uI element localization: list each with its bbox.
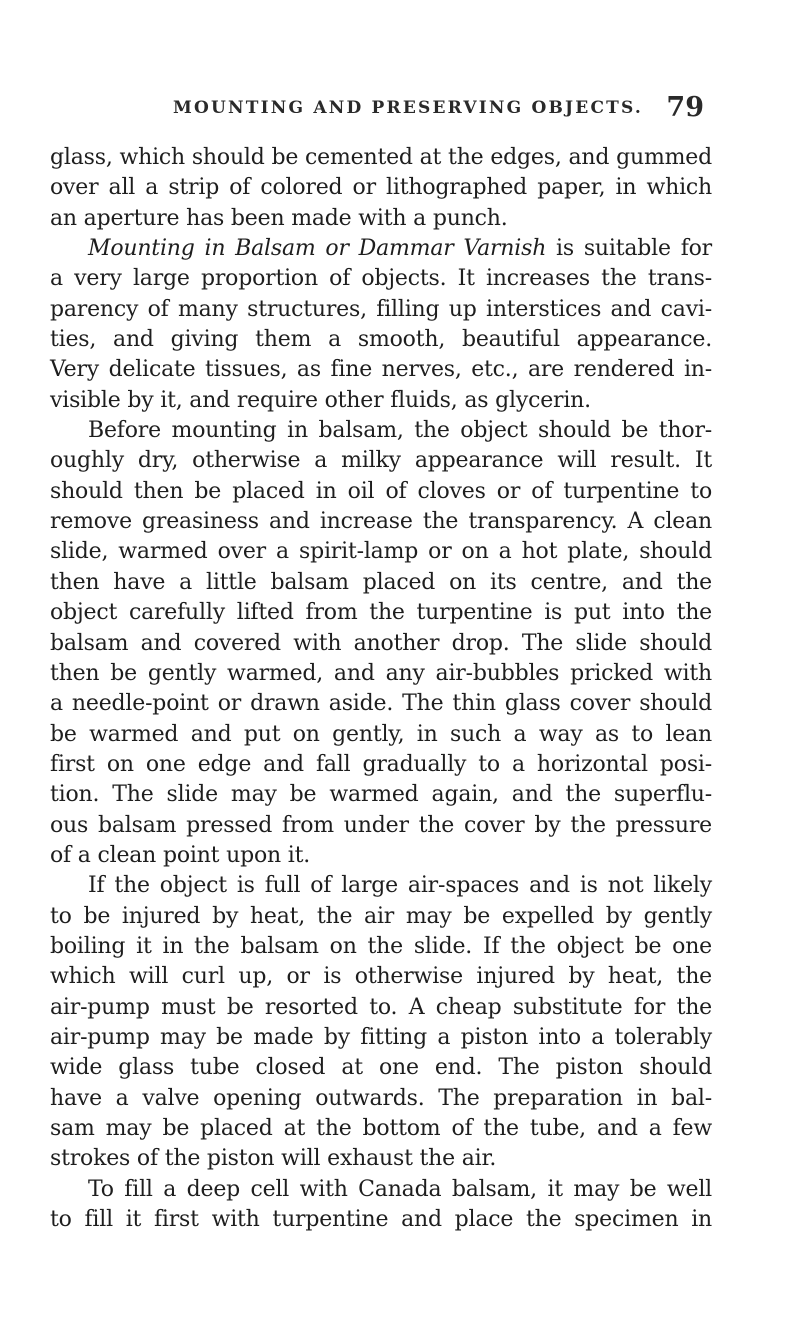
text-line bbox=[50, 1114, 712, 1144]
text-line bbox=[50, 1053, 712, 1083]
line-text: strokes of the piston will exhaust the air. bbox=[50, 1146, 497, 1172]
text-line bbox=[50, 1205, 712, 1235]
text-line bbox=[50, 446, 712, 476]
line-text: slide, warmed over a spirit-lamp or on a hot plate, should bbox=[50, 539, 712, 565]
text-line bbox=[50, 325, 712, 355]
text-line bbox=[50, 1023, 712, 1053]
text-line bbox=[50, 507, 712, 537]
line-text: Very delicate tissues, as fine nerves, etc., are rendered in- bbox=[50, 357, 712, 383]
text-line bbox=[50, 537, 712, 567]
text-line bbox=[50, 629, 712, 659]
text-line bbox=[50, 386, 712, 416]
line-text: balsam and covered with another drop. The slide should bbox=[50, 630, 712, 656]
line-text: oughly dry, otherwise a milky appearance will result. It bbox=[50, 448, 712, 474]
line-text: to be injured by heat, the air may be expelled by gently bbox=[50, 903, 712, 929]
text-line bbox=[50, 902, 712, 932]
text-line bbox=[50, 355, 712, 385]
text-line bbox=[50, 143, 712, 173]
line-text: to fill it first with turpentine and place the specimen in bbox=[50, 1207, 712, 1233]
text-line bbox=[50, 871, 712, 901]
line-text: Before mounting in balsam, the object should be thor- bbox=[88, 418, 712, 444]
running-header bbox=[112, 92, 704, 128]
line-text: parency of many structures, filling up interstices and cavi- bbox=[50, 296, 712, 322]
line-text: should then be placed in oil of cloves or of turpentine to bbox=[50, 478, 712, 504]
line-text: remove greasiness and increase the transparency. A clean bbox=[50, 509, 712, 535]
line-text: tion. The slide may be warmed again, and the superflu- bbox=[50, 782, 712, 808]
line-text: To fill a deep cell with Canada balsam, it may be well bbox=[88, 1176, 712, 1202]
line-text: then be gently warmed, and any air-bubbles pricked with bbox=[50, 660, 712, 686]
text-line bbox=[50, 962, 712, 992]
text-line bbox=[50, 932, 712, 962]
text-line bbox=[50, 720, 712, 750]
text-line bbox=[50, 477, 712, 507]
line-text: a very large proportion of objects. It increases the trans- bbox=[50, 266, 712, 292]
line-text: of a clean point upon it. bbox=[50, 842, 311, 868]
body-text bbox=[50, 143, 712, 1235]
text-line bbox=[50, 234, 712, 264]
text-line bbox=[50, 750, 712, 780]
text-line bbox=[50, 659, 712, 689]
line-text: visible by it, and require other fluids, as glycerin. bbox=[50, 387, 591, 413]
line-text: object carefully lifted from the turpentine is put into the bbox=[50, 600, 712, 626]
line-text: over all a strip of colored or lithographed paper, in which bbox=[50, 175, 712, 201]
text-line bbox=[50, 204, 712, 234]
line-text: ous balsam pressed from under the cover by the pressure bbox=[50, 812, 712, 838]
line-text: sam may be placed at the bottom of the tube, and a few bbox=[50, 1116, 712, 1141]
line-text: If the object is full of large air-spaces and is not likely bbox=[88, 873, 712, 899]
line-text: air-pump may be made by fitting a piston into a tolerably bbox=[50, 1024, 712, 1050]
line-text: first on one edge and fall gradually to a horizontal posi- bbox=[50, 751, 712, 777]
text-line bbox=[50, 689, 712, 719]
line-text: be warmed and put on gently, in such a way as to lean bbox=[50, 721, 712, 747]
running-title: MOUNTING AND PRESERVING OBJECTS. bbox=[172, 98, 644, 118]
text-line bbox=[50, 173, 712, 203]
text-line bbox=[50, 1175, 712, 1205]
text-line bbox=[50, 1084, 712, 1114]
line-text: ties, and giving them a smooth, beautiful appearance. bbox=[50, 327, 712, 353]
text-line bbox=[50, 811, 712, 841]
text-line bbox=[50, 568, 712, 598]
page-number: 79 bbox=[666, 92, 704, 123]
text-line bbox=[50, 841, 712, 871]
text-line bbox=[50, 993, 712, 1023]
line-text: is suitable for bbox=[546, 236, 712, 262]
text-line bbox=[50, 780, 712, 810]
line-text: wide glass tube closed at one end. The piston should bbox=[50, 1055, 712, 1081]
line-text: then have a little balsam placed on its centre, and the bbox=[50, 569, 712, 595]
line-text: which will curl up, or is otherwise injured by heat, the bbox=[50, 964, 712, 990]
text-line bbox=[50, 598, 712, 628]
text-line bbox=[50, 1144, 712, 1174]
text-line bbox=[50, 416, 712, 446]
text-line bbox=[50, 295, 712, 325]
line-text: have a valve opening outwards. The preparation in bal- bbox=[50, 1085, 712, 1111]
line-text: an aperture has been made with a punch. bbox=[50, 205, 508, 231]
italic-heading: Mounting in Balsam or Dammar Varnish bbox=[88, 236, 547, 262]
line-text: boiling it in the balsam on the slide. If the object be one bbox=[50, 933, 712, 959]
line-text: a needle-point or drawn aside. The thin glass cover should bbox=[50, 691, 712, 717]
text-line bbox=[50, 264, 712, 294]
line-text: glass, which should be cemented at the edges, and gummed bbox=[50, 145, 712, 170]
line-text: air-pump must be resorted to. A cheap substitute for the bbox=[50, 994, 712, 1020]
